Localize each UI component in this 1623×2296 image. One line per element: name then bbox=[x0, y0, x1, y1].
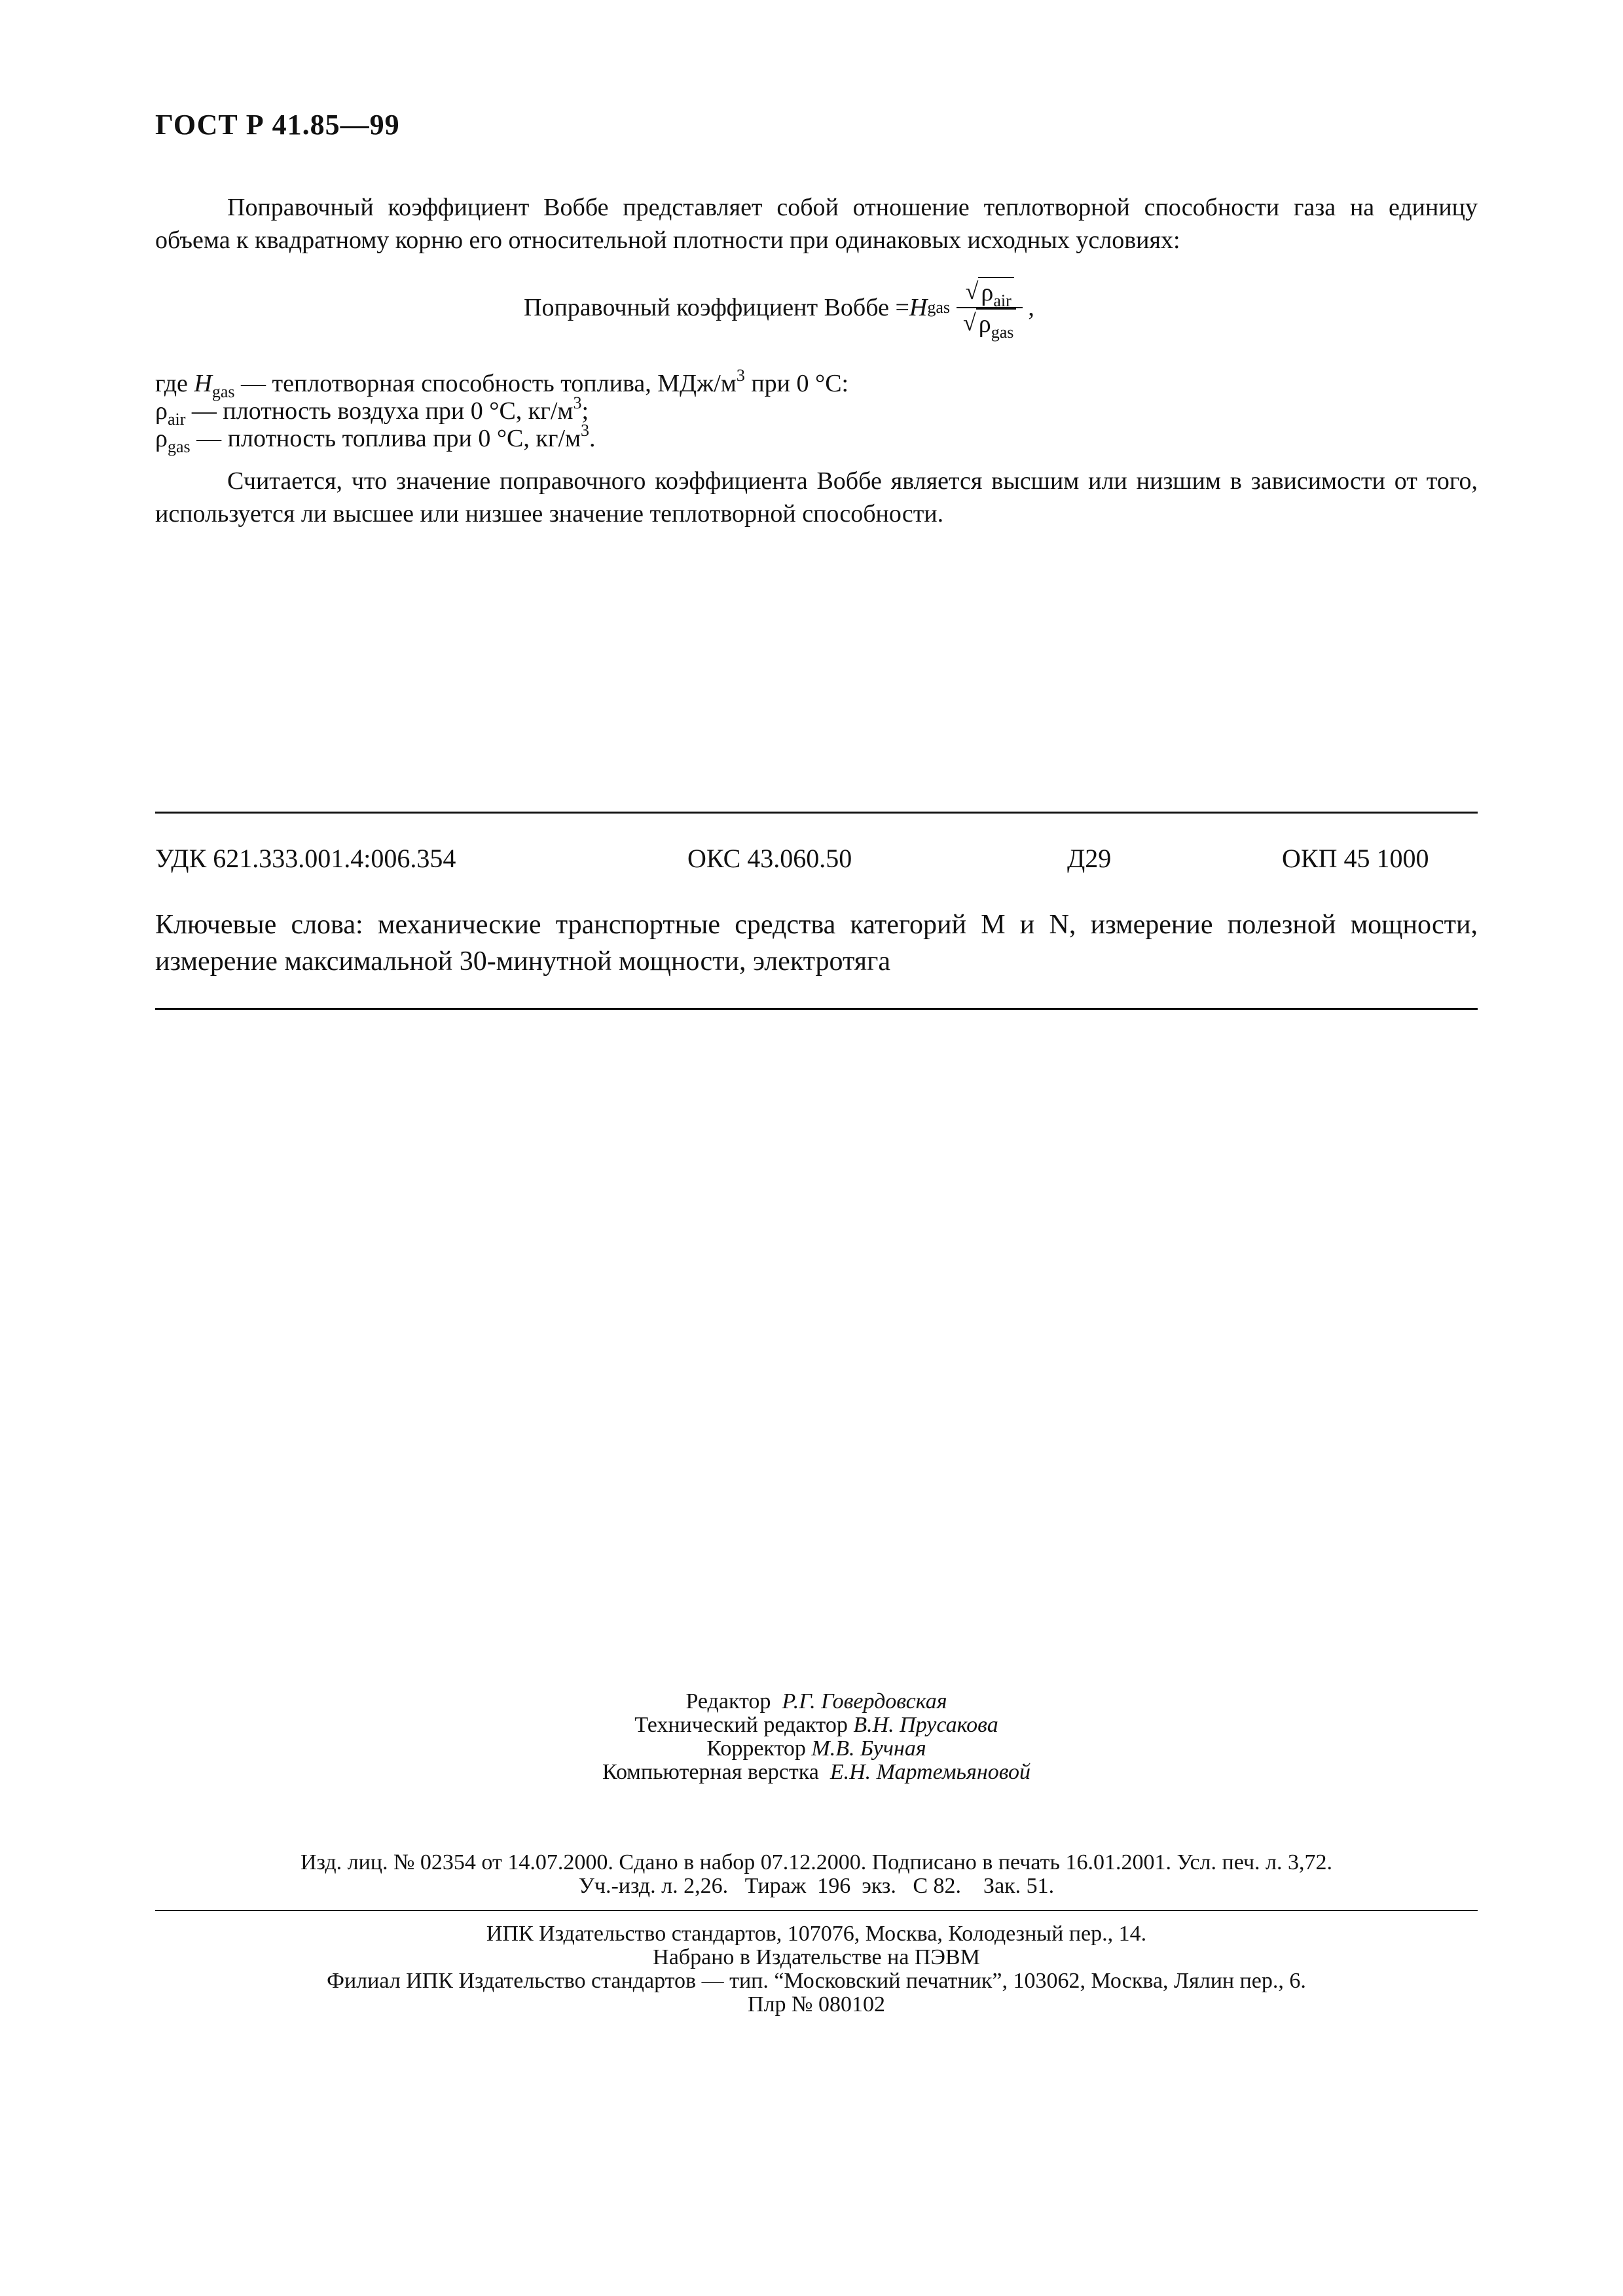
okp-code: ОКП 45 1000 bbox=[1282, 844, 1429, 873]
sqrt-sign-numerator: √ bbox=[965, 278, 979, 304]
credit-name: В.Н. Прусакова bbox=[853, 1713, 998, 1737]
d-code: Д29 bbox=[1067, 844, 1112, 873]
definition-subscript: air bbox=[167, 410, 186, 429]
intro-paragraph: Поправочный коэффициент Воббе представляет собой отношение теплотворной способности газа на единицу объема к квадратному корню его относительной плотности при одинаковых исходных условиях: bbox=[155, 194, 1478, 254]
definition-tail: ; bbox=[581, 397, 589, 425]
definition-text: — теплотворная способность топлива, МДж/м bbox=[234, 370, 737, 397]
editorial-credits bbox=[155, 1690, 1478, 1784]
publisher-block bbox=[155, 1922, 1478, 2017]
publisher-line-1: ИПК Издательство стандартов, 107076, Москва, Колодезный пер., 14. bbox=[486, 1922, 1147, 1946]
imprint-block bbox=[155, 1851, 1478, 1898]
credit-role: Редактор bbox=[685, 1689, 771, 1713]
definition-rho-gas bbox=[155, 421, 1478, 456]
formula-h-symbol: H bbox=[909, 294, 928, 321]
credit-layout bbox=[155, 1761, 1478, 1784]
definition-symbol: ρ bbox=[155, 397, 168, 425]
document-code-header: ГОСТ Р 41.85—99 bbox=[155, 109, 400, 141]
formula-label: Поправочный коэффициент Воббе = bbox=[524, 294, 909, 321]
udk-code: УДК 621.333.001.4:006.354 bbox=[155, 844, 456, 873]
definition-subscript: gas bbox=[167, 437, 191, 456]
credit-name: М.В. Бучная bbox=[811, 1736, 926, 1761]
imprint-divider bbox=[155, 1910, 1478, 1911]
credit-corrector bbox=[155, 1737, 1478, 1761]
publisher-line-3: Филиал ИПК Издательство стандартов — тип. “Московский печатник”, 103062, Москва, Лялин пер., 6. bbox=[327, 1969, 1306, 1993]
definition-rho-air bbox=[155, 393, 1478, 429]
definition-superscript: 3 bbox=[581, 421, 590, 440]
imprint-line-1: Изд. лиц. № 02354 от 14.07.2000. Сдано в набор 07.12.2000. Подписано в печать 16.01.2001. Усл. печ. л. 3,72. bbox=[300, 1850, 1333, 1874]
credit-tech-editor bbox=[155, 1713, 1478, 1737]
publisher-line-2: Набрано в Издательстве на ПЭВМ bbox=[653, 1945, 980, 1969]
definition-text: — плотность топлива при 0 °С, кг/м bbox=[190, 425, 581, 452]
definition-superscript: 3 bbox=[736, 366, 745, 385]
wobbe-formula: Поправочный коэффициент Воббе = H gas √ $\rho_{air}$ √ $\rho_{gas}$ , bbox=[524, 278, 1034, 342]
publisher-line-4: Плр № 080102 bbox=[748, 1992, 885, 2017]
keywords-divider bbox=[155, 1008, 1478, 1010]
variable-definitions bbox=[155, 366, 1478, 456]
definition-symbol: ρ bbox=[155, 425, 168, 452]
formula-trailing-comma: , bbox=[1028, 294, 1034, 321]
definition-h-gas bbox=[155, 366, 1478, 401]
rho-gas-subscript: gas bbox=[991, 323, 1014, 342]
definition-symbol: H bbox=[194, 370, 212, 397]
credit-name: Е.Н. Мартемьяновой bbox=[830, 1760, 1031, 1784]
keywords-paragraph: Ключевые слова: механические транспортные средства категорий M и N, измерение полезной мощности, измерение максимальной 30-минутной мощности, электротяга bbox=[155, 910, 1478, 977]
credit-role: Компьютерная верстка bbox=[602, 1760, 819, 1784]
formula-numerator bbox=[959, 277, 1021, 310]
rho-gas-symbol: ρ bbox=[978, 310, 991, 338]
credit-role: Корректор bbox=[706, 1736, 806, 1761]
formula-denominator bbox=[957, 308, 1023, 342]
definition-subscript: gas bbox=[211, 382, 235, 401]
credit-name: Р.Г. Говердовская bbox=[782, 1689, 947, 1713]
rho-air-symbol: ρ bbox=[981, 279, 994, 306]
definition-superscript: 3 bbox=[573, 393, 582, 412]
rho-air-subscript: air bbox=[993, 291, 1012, 310]
note-paragraph: Считается, что значение поправочного коэффициента Воббе является высшим или низшим в зависимости от того, используется ли высшее или низшее значение теплотворной способности. bbox=[155, 467, 1478, 528]
definition-text: — плотность воздуха при 0 °С, кг/м bbox=[185, 397, 574, 425]
definition-tail: . bbox=[589, 425, 596, 452]
sqrt-sign-denominator: √ bbox=[963, 310, 976, 336]
top-divider bbox=[155, 812, 1478, 814]
imprint-line-2: Уч.-изд. л. 2,26. Тираж 196 экз. С 82. Зак. 51. bbox=[578, 1874, 1055, 1898]
credit-role: Технический редактор bbox=[634, 1713, 848, 1737]
formula-fraction bbox=[957, 277, 1023, 342]
credit-editor bbox=[155, 1690, 1478, 1713]
oks-code: ОКС 43.060.50 bbox=[687, 844, 852, 873]
definition-prefix: где bbox=[155, 370, 194, 397]
definition-tail: при 0 °С: bbox=[744, 370, 849, 397]
